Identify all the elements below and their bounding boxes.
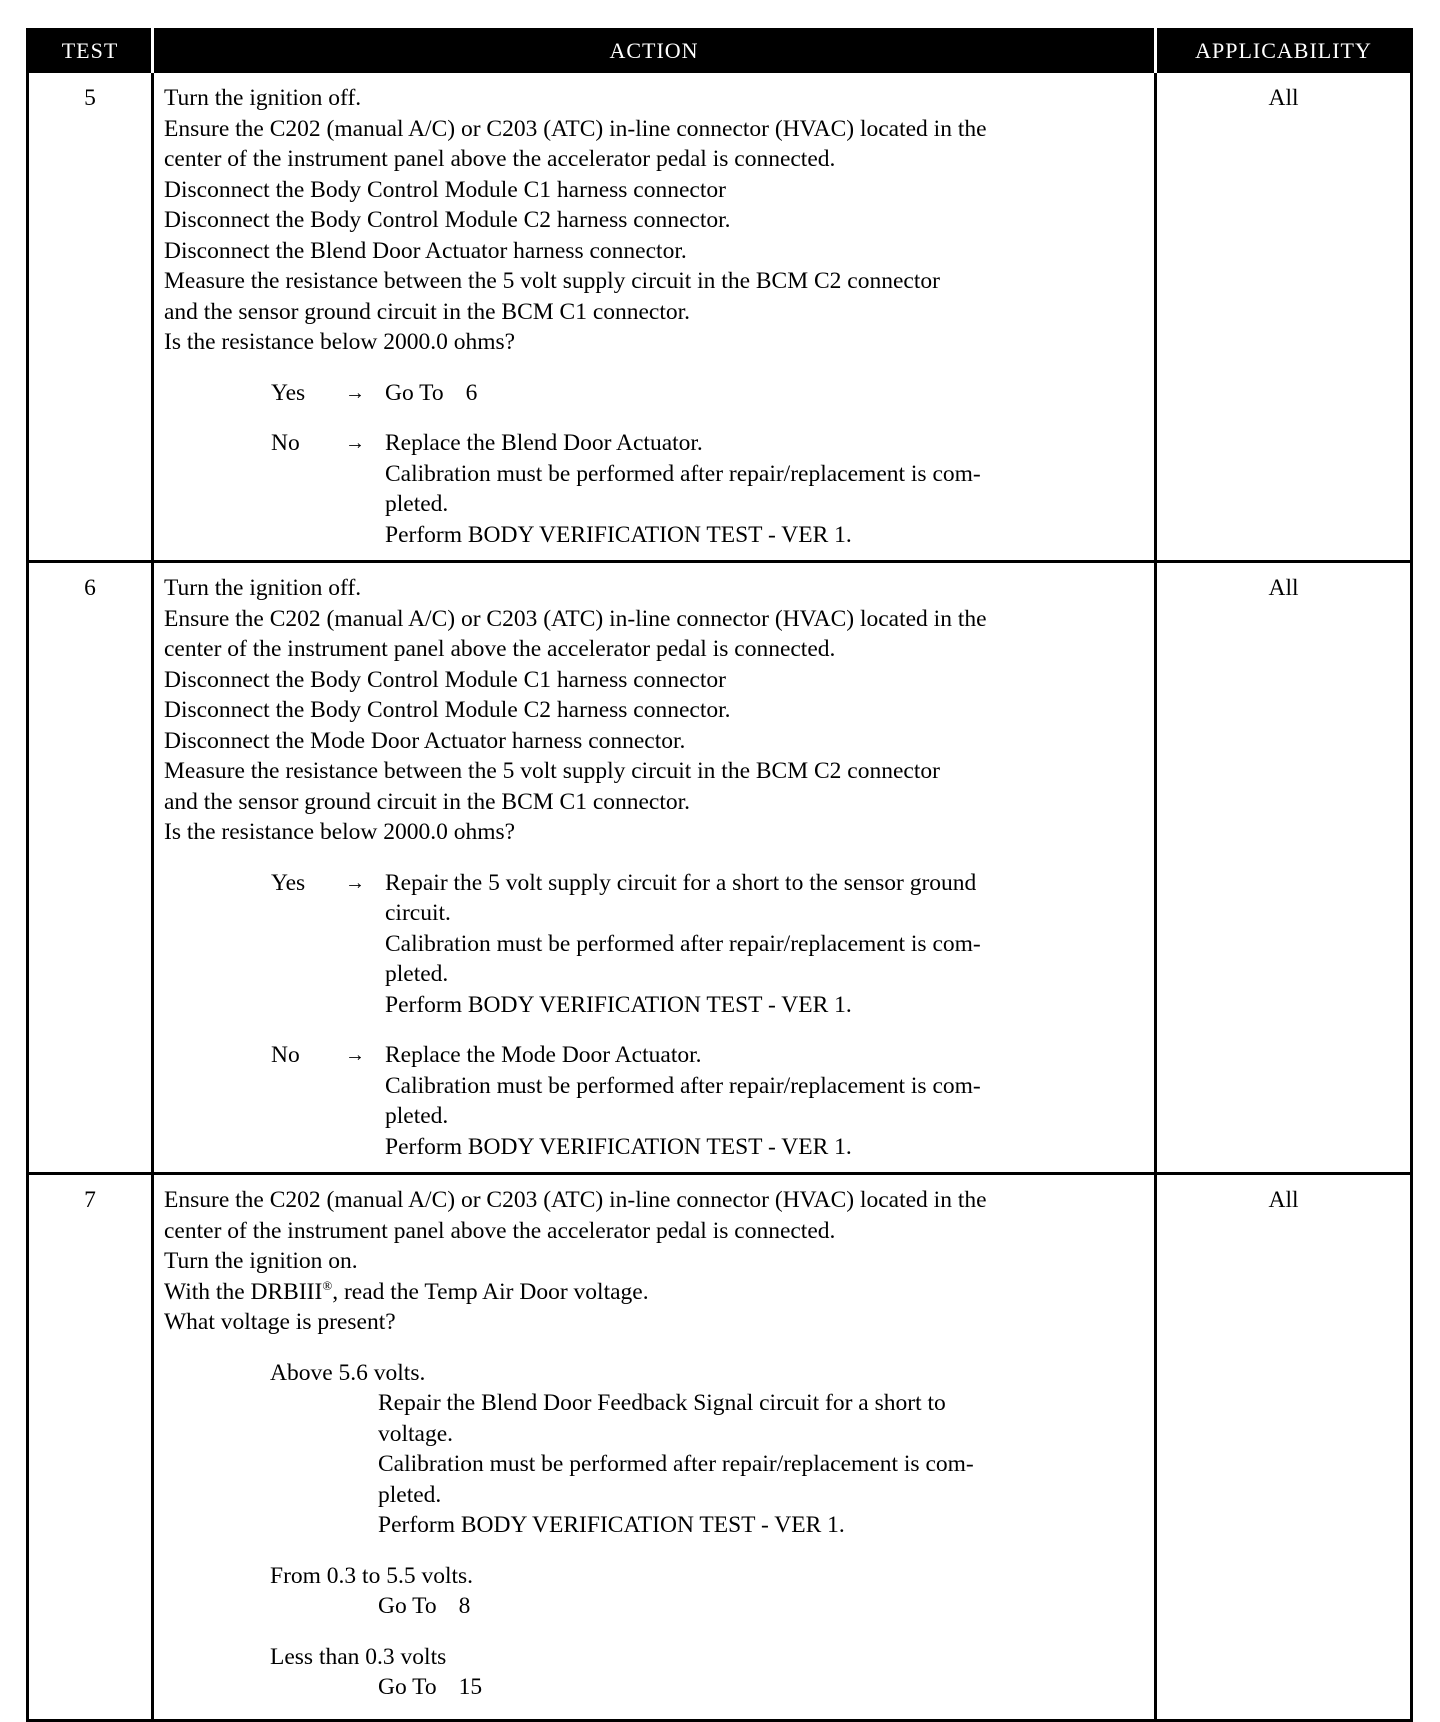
outcome-result: [385, 868, 1148, 1021]
test-number: 7: [28, 1174, 153, 1721]
step-question: What voltage is present?: [164, 1309, 396, 1335]
goto-number: 6: [465, 379, 478, 406]
result-text: Calibration must be performed after repair/replacement is com-: [378, 1451, 974, 1477]
goto-text: Go To: [385, 379, 444, 406]
outcome-yes: [271, 868, 1148, 1021]
voltage-range-below: [270, 1642, 1148, 1703]
goto-text: Go To: [378, 1593, 437, 1619]
result-text: Perform BODY VERIFICATION TEST - VER 1.: [378, 1512, 845, 1538]
step-text: Disconnect the Body Control Module C1 harness connector: [164, 176, 726, 203]
goto-number: 8: [458, 1593, 471, 1619]
step-text: Ensure the C202 (manual A/C) or C203 (ATC) in-line connector (HVAC) located in the: [164, 115, 987, 142]
drb-suffix: , read the Temp Air Door voltage.: [332, 1278, 649, 1305]
result-text: Repair the 5 volt supply circuit for a short to the sensor ground: [385, 869, 977, 896]
step-text: center of the instrument panel above the accelerator pedal is connected.: [164, 636, 836, 662]
result-text: Calibration must be performed after repair/replacement is com-: [385, 1072, 981, 1099]
result-text: Calibration must be performed after repair/replacement is com-: [385, 460, 981, 487]
step-question: Is the resistance below 2000.0 ohms?: [164, 329, 516, 355]
table-row-test-5: [28, 72, 1412, 562]
diagnostic-test-table: [26, 28, 1413, 1722]
range-label: Less than 0.3 volts: [270, 1643, 447, 1670]
outcome-result: [385, 378, 1148, 409]
test-number: 5: [28, 72, 153, 562]
result-text: Replace the Mode Door Actuator.: [385, 1042, 702, 1068]
outcome-label: Yes: [271, 869, 306, 896]
step-text: Disconnect the Body Control Module C2 harness connector.: [164, 697, 731, 723]
header-applicability: APPLICABILITY: [1156, 30, 1412, 72]
arrow-right-icon: →: [345, 871, 365, 894]
outcome-no: [271, 1040, 1148, 1162]
result-text: pleted.: [385, 961, 449, 987]
step-text: Ensure the C202 (manual A/C) or C203 (ATC) in-line connector (HVAC) located in the: [164, 605, 987, 632]
range-label: From 0.3 to 5.5 volts.: [270, 1562, 474, 1589]
action-cell: [153, 1174, 1156, 1721]
action-cell: [153, 72, 1156, 562]
outcome-result: [385, 1040, 1148, 1162]
action-cell: [153, 562, 1156, 1174]
step-text: Measure the resistance between the 5 volt supply circuit in the BCM C2 connector: [164, 758, 940, 784]
range-result: [270, 1591, 1148, 1622]
result-text: circuit.: [385, 900, 451, 926]
step-question: Is the resistance below 2000.0 ohms?: [164, 819, 516, 845]
outcome-no: [271, 428, 1148, 550]
voltage-range-above: [270, 1358, 1148, 1541]
applicability: All: [1156, 1174, 1412, 1721]
drb-prefix: With the DRBIII: [164, 1278, 323, 1305]
result-text: Perform BODY VERIFICATION TEST - VER 1.: [385, 521, 852, 548]
registered-mark: ®: [322, 1277, 333, 1293]
voltage-range-middle: [270, 1561, 1148, 1622]
result-text: Perform BODY VERIFICATION TEST - VER 1.: [385, 991, 852, 1018]
result-text: Calibration must be performed after repair/replacement is com-: [385, 930, 981, 957]
step-text: Disconnect the Mode Door Actuator harness connector.: [164, 727, 686, 754]
step-text: Disconnect the Blend Door Actuator harness connector.: [164, 237, 687, 264]
step-text: center of the instrument panel above the accelerator pedal is connected.: [164, 1217, 836, 1244]
table-header-row: [28, 30, 1412, 72]
goto-number: 15: [458, 1674, 483, 1700]
table-row-test-6: [28, 562, 1412, 1174]
step-text: center of the instrument panel above the accelerator pedal is connected.: [164, 146, 836, 172]
step-text: Turn the ignition off.: [164, 85, 362, 111]
step-text: [164, 1277, 1148, 1308]
header-action: ACTION: [153, 30, 1156, 72]
step-text: Measure the resistance between the 5 volt supply circuit in the BCM C2 connector: [164, 268, 940, 294]
applicability: All: [1156, 562, 1412, 1174]
step-text: Turn the ignition off.: [164, 575, 362, 601]
range-result: [270, 1672, 1148, 1703]
result-text: Perform BODY VERIFICATION TEST - VER 1.: [385, 1133, 852, 1160]
arrow-right-icon: →: [345, 381, 365, 404]
arrow-right-icon: →: [345, 1044, 365, 1066]
step-text: Disconnect the Body Control Module C1 harness connector: [164, 666, 726, 693]
outcome-yes: [271, 378, 1148, 409]
outcome-label: No: [271, 430, 300, 456]
step-text: Ensure the C202 (manual A/C) or C203 (ATC) in-line connector (HVAC) located in the: [164, 1187, 987, 1213]
outcome-label: No: [271, 1042, 300, 1068]
result-text: pleted.: [378, 1481, 442, 1508]
goto-text: Go To: [378, 1674, 437, 1700]
result-text: pleted.: [385, 1103, 449, 1129]
arrow-right-icon: →: [345, 432, 365, 454]
step-text: Disconnect the Body Control Module C2 harness connector.: [164, 207, 731, 233]
outcome-label: Yes: [271, 379, 306, 406]
range-label: Above 5.6 volts.: [270, 1359, 426, 1386]
result-text: pleted.: [385, 491, 449, 517]
table-row-test-7: [28, 1174, 1412, 1721]
range-result: [270, 1388, 1148, 1541]
step-text: and the sensor ground circuit in the BCM C1 connector.: [164, 298, 691, 325]
step-text: and the sensor ground circuit in the BCM C1 connector.: [164, 788, 691, 815]
result-text: Replace the Blend Door Actuator.: [385, 430, 703, 456]
result-text: Repair the Blend Door Feedback Signal circuit for a short to: [378, 1390, 946, 1416]
applicability: All: [1156, 72, 1412, 562]
header-test: TEST: [28, 30, 153, 72]
step-text: Turn the ignition on.: [164, 1248, 358, 1274]
outcome-result: [385, 428, 1148, 550]
result-text: voltage.: [378, 1420, 454, 1447]
test-number: 6: [28, 562, 153, 1174]
